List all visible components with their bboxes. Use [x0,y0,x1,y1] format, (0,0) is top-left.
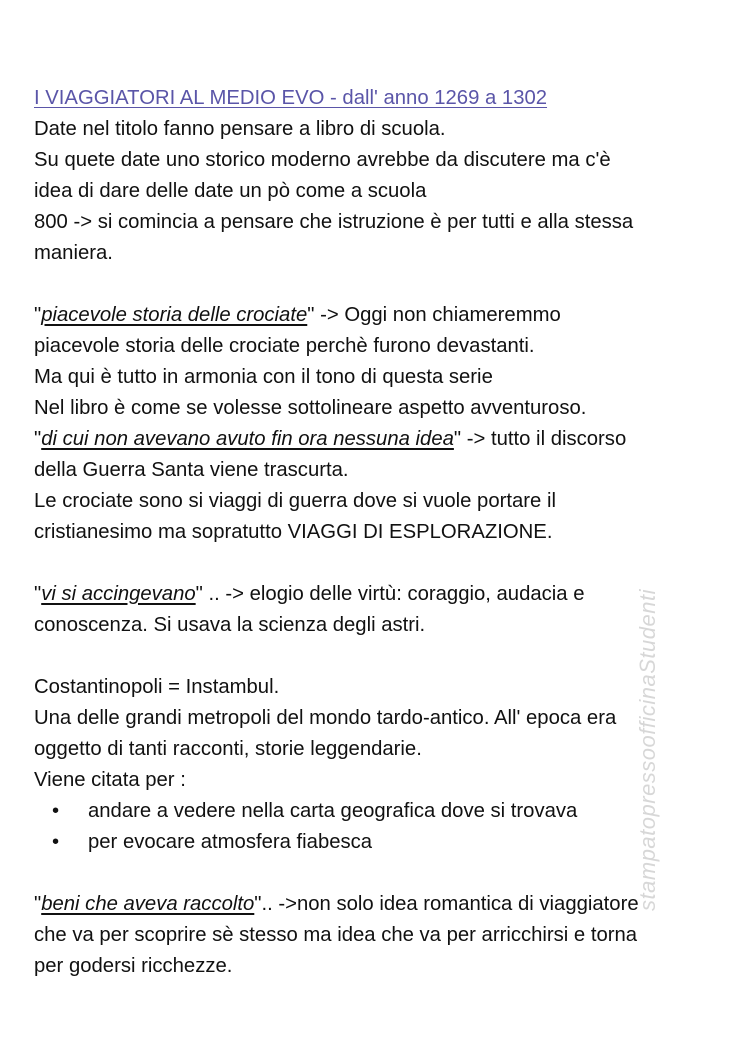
paragraph-gap [34,548,724,579]
paragraph-line: Costantinopoli = Instambul. [34,676,280,698]
paragraph-line: conoscenza. Si usava la scienza degli astri. [34,614,426,636]
quote-line [34,300,724,331]
paragraph-line: Una delle grandi metropoli del mondo tardo-antico. All' epoca era [34,707,617,729]
quote-open-mark: " [34,428,42,450]
paragraph-line: della Guerra Santa viene trascurta. [34,459,349,481]
paragraph-line: Ma qui è tutto in armonia con il tono di questa serie [34,366,493,388]
quoted-text: vi si accingevano [41,583,196,605]
quote-line [34,579,724,610]
quoted-text: piacevole storia delle crociate [41,304,308,326]
paragraph-line: oggetto di tanti racconti, storie leggendarie. [34,738,422,760]
document-page [34,83,724,982]
quote-line [34,424,724,455]
quote-commentary: -> Oggi non chiameremmo [314,304,561,326]
quote-close-mark: " [254,893,262,915]
paragraph-line: che va per scoprire sè stesso ma idea che va per arricchirsi e torna [34,924,638,946]
watermark: stampatopressoofficinaStudenti [635,589,660,911]
bullet-item [34,796,724,827]
bullet-dot-icon: • [52,831,60,853]
bullet-dot-icon: • [52,800,60,822]
paragraph-line: cristianesimo ma sopratutto VIAGGI DI ESPLORAZIONE. [34,521,553,543]
paragraph-line: Viene citata per : [34,769,186,791]
bullet-text: andare a vedere nella carta geografica dove si trovava [88,800,578,822]
paragraph-line: idea di dare delle date un pò come a scuola [34,180,427,202]
quote-commentary: .. ->non solo idea romantica di viaggiatore [261,893,639,915]
quote-open-mark: " [34,304,42,326]
paragraph-gap [34,269,724,300]
paragraph-line: piacevole storia delle crociate perchè furono devastanti. [34,335,535,357]
quote-close-mark: " [195,583,203,605]
paragraph-line: Su quete date uno storico moderno avrebbe da discutere ma c'è [34,149,611,171]
quote-open-mark: " [34,583,42,605]
quote-commentary: .. -> elogio delle virtù: coraggio, audacia e [202,583,585,605]
paragraph-line: Nel libro è come se volesse sottolineare aspetto avventuroso. [34,397,587,419]
quote-open-mark: " [34,893,42,915]
quoted-text: beni che aveva raccolto [41,893,255,915]
quote-commentary: -> tutto il discorso [461,428,627,450]
paragraph-line: 800 -> si comincia a pensare che istruzione è per tutti e alla stessa [34,211,634,233]
paragraph-gap [34,858,724,889]
document-title: I VIAGGIATORI AL MEDIO EVO - dall' anno 1269 a 1302 [34,87,548,109]
quote-line [34,889,724,920]
paragraph-line: per godersi ricchezze. [34,955,233,977]
paragraph-line: Date nel titolo fanno pensare a libro di scuola. [34,118,446,140]
bullet-item [34,827,724,858]
quote-close-mark: " [307,304,315,326]
quote-close-mark: " [453,428,462,450]
paragraph-line: Le crociate sono si viaggi di guerra dove si vuole portare il [34,490,556,512]
bullet-text: per evocare atmosfera fiabesca [88,831,373,853]
paragraph-gap [34,641,724,672]
paragraph-line: maniera. [34,242,113,264]
quoted-text: di cui non avevano avuto fin ora nessuna idea [41,428,454,450]
